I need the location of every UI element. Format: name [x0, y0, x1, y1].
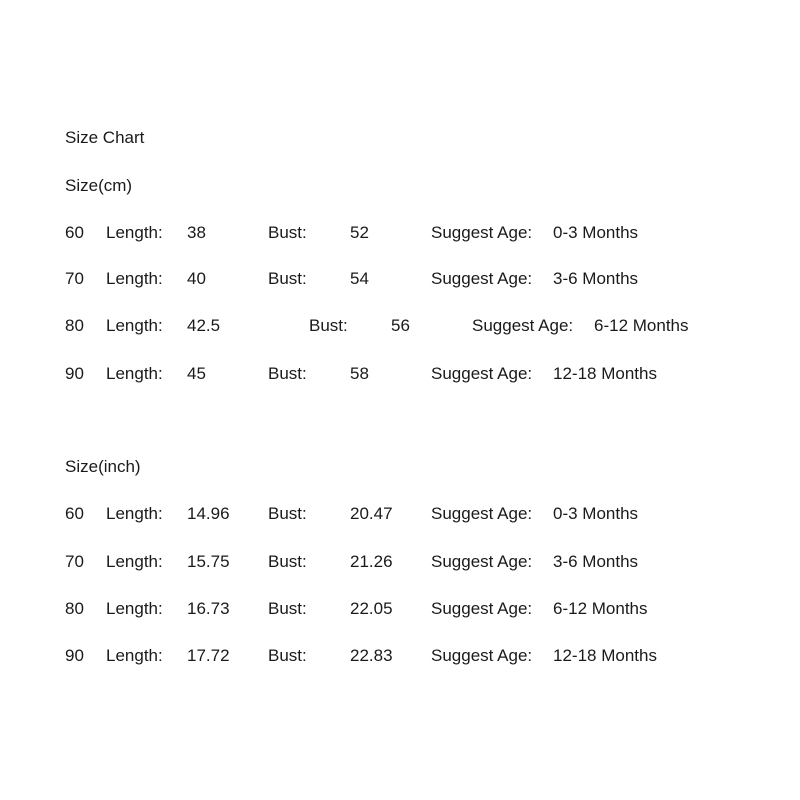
- length-value: 14.96: [187, 504, 230, 523]
- length-value: 45: [187, 364, 206, 383]
- bust-label: Bust:: [268, 269, 307, 288]
- bust-value: 21.26: [350, 552, 393, 571]
- age-value: 6-12 Months: [553, 599, 648, 618]
- age-label: Suggest Age:: [472, 316, 574, 335]
- bust-label: Bust:: [268, 646, 307, 665]
- age-value: 12-18 Months: [553, 364, 657, 383]
- age-label: Suggest Age:: [431, 552, 533, 571]
- length-value: 16.73: [187, 599, 230, 618]
- size-value: 80: [65, 316, 84, 335]
- size-value: 80: [65, 599, 84, 618]
- length-label: Length:: [106, 269, 163, 288]
- age-label: Suggest Age:: [431, 599, 533, 618]
- bust-value: 56: [391, 316, 410, 335]
- length-label: Length:: [106, 364, 163, 383]
- age-value: 0-3 Months: [553, 223, 639, 242]
- age-label: Suggest Age:: [431, 646, 533, 665]
- table-row: [0, 363, 800, 385]
- table-row: [0, 222, 800, 244]
- bust-label: Bust:: [268, 364, 307, 383]
- age-value: 0-3 Months: [553, 504, 639, 523]
- length-label: Length:: [106, 599, 163, 618]
- length-value: 17.72: [187, 646, 230, 665]
- size-value: 90: [65, 646, 84, 665]
- size-value: 60: [65, 223, 84, 242]
- size-value: 60: [65, 504, 84, 523]
- size-value: 70: [65, 552, 84, 571]
- table-row: [0, 598, 800, 620]
- bust-label: Bust:: [268, 504, 307, 523]
- bust-label: Bust:: [309, 316, 348, 335]
- bust-label: Bust:: [268, 552, 307, 571]
- length-label: Length:: [106, 223, 163, 242]
- bust-value: 58: [350, 364, 369, 383]
- age-label: Suggest Age:: [431, 504, 533, 523]
- age-value: 3-6 Months: [553, 269, 639, 288]
- table-row: [0, 551, 800, 573]
- bust-value: 22.83: [350, 646, 393, 665]
- length-label: Length:: [106, 504, 163, 523]
- section-heading-cm: Size(cm): [65, 176, 133, 195]
- age-label: Suggest Age:: [431, 269, 533, 288]
- table-row: [0, 503, 800, 525]
- table-row: [0, 645, 800, 667]
- length-value: 42.5: [187, 316, 221, 335]
- size-value: 70: [65, 269, 84, 288]
- age-label: Suggest Age:: [431, 223, 533, 242]
- length-value: 38: [187, 223, 206, 242]
- age-label: Suggest Age:: [431, 364, 533, 383]
- length-label: Length:: [106, 646, 163, 665]
- age-value: 6-12 Months: [594, 316, 689, 335]
- bust-label: Bust:: [268, 223, 307, 242]
- bust-value: 22.05: [350, 599, 393, 618]
- bust-value: 54: [350, 269, 369, 288]
- table-row: [0, 315, 800, 337]
- size-value: 90: [65, 364, 84, 383]
- age-value: 3-6 Months: [553, 552, 639, 571]
- page-title: Size Chart: [65, 128, 145, 147]
- bust-value: 52: [350, 223, 369, 242]
- length-value: 15.75: [187, 552, 230, 571]
- length-value: 40: [187, 269, 206, 288]
- bust-label: Bust:: [268, 599, 307, 618]
- length-label: Length:: [106, 316, 163, 335]
- bust-value: 20.47: [350, 504, 393, 523]
- section-heading-inch: Size(inch): [65, 457, 141, 476]
- table-row: [0, 268, 800, 290]
- length-label: Length:: [106, 552, 163, 571]
- age-value: 12-18 Months: [553, 646, 657, 665]
